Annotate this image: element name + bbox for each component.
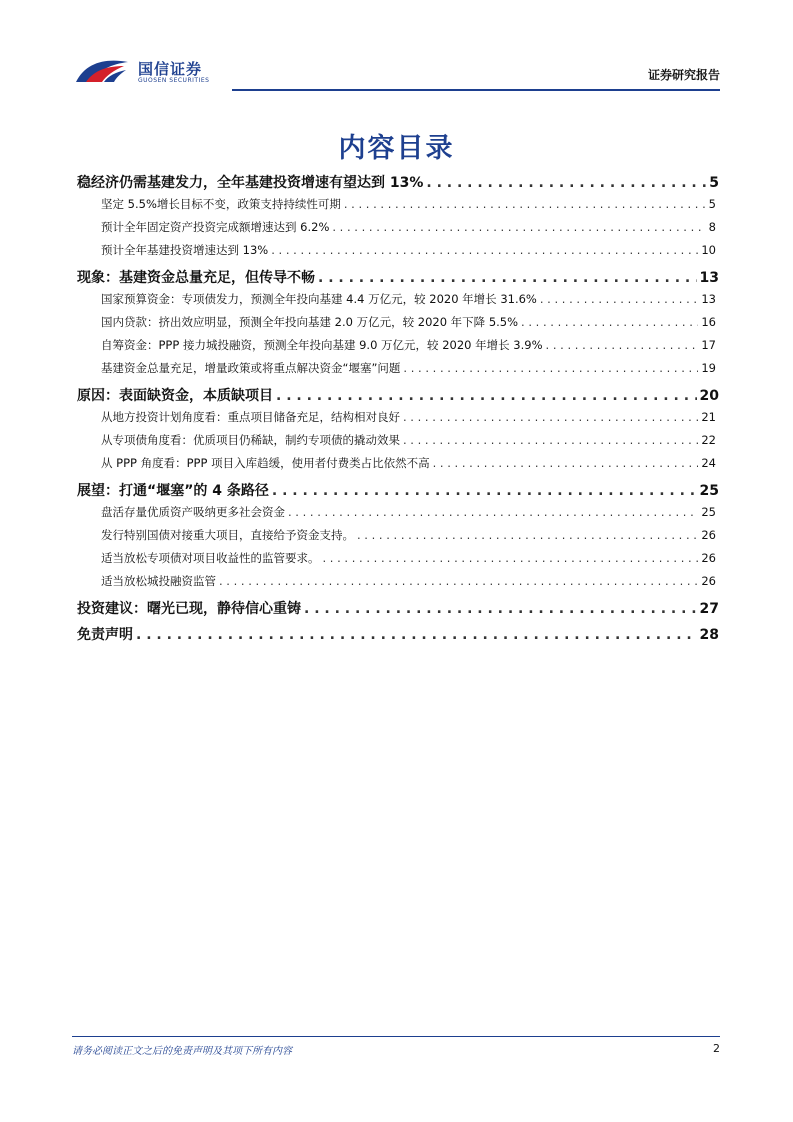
toc-entry-title: 稳经济仍需基建发力，全年基建投资增速有望达到 13%: [77, 175, 424, 191]
toc-entry-page: 13: [699, 270, 719, 286]
toc-dot-leader: [219, 574, 698, 588]
toc-dot-leader: [136, 627, 697, 643]
toc-subsection-link[interactable]: [77, 550, 719, 573]
toc-entry-page: 25: [701, 505, 716, 519]
toc-entry-title: 国内贷款：挤出效应明显，预测全年投向基建 2.0 万亿元，较 2020 年下降 5.5%: [101, 315, 519, 329]
guosen-logo-mark-icon: [72, 56, 132, 86]
toc-entry-title: 从地方投资计划角度看：重点项目储备充足，结构相对良好: [101, 410, 400, 424]
toc-subsection-link[interactable]: [77, 314, 719, 337]
toc-subsection-link[interactable]: [77, 504, 719, 527]
toc-subsection-link[interactable]: [77, 527, 719, 550]
logo-text-en: GUOSEN SECURITIES: [138, 77, 210, 84]
toc-entry-page: 20: [699, 388, 719, 404]
toc-subsection-link[interactable]: [77, 455, 719, 478]
toc-entry-page: 10: [701, 243, 716, 257]
toc-dot-leader: [357, 528, 698, 542]
toc-entry-title: 发行特别国债对接重大项目，直接给予资金支持。: [101, 528, 354, 542]
table-of-contents: [77, 170, 719, 648]
toc-entry-title: 自筹资金：PPP 接力城投融资，预测全年投向基建 9.0 万亿元，较 2020 年增长 3.9%: [101, 338, 543, 352]
toc-entry-page: 26: [701, 528, 716, 542]
toc-dot-leader: [318, 270, 697, 286]
toc-subsection-link[interactable]: [77, 242, 719, 265]
toc-entry-title: 坚定 5.5%增长目标不变，政策支持持续性可期: [101, 197, 341, 211]
toc-dot-leader: [521, 315, 698, 329]
toc-dot-leader: [540, 292, 698, 306]
toc-entry-title: 从 PPP 角度看：PPP 项目入库趋缓，使用者付费类占比依然不高: [101, 456, 430, 470]
toc-section-link[interactable]: [77, 267, 719, 291]
toc-dot-leader: [332, 220, 705, 234]
toc-entry-page: 5: [709, 175, 719, 191]
toc-entry-page: 28: [699, 627, 719, 643]
toc-entry-title: 适当放松城投融资监管: [101, 574, 216, 588]
toc-dot-leader: [276, 388, 697, 404]
toc-entry-title: 盘活存量优质资产吸纳更多社会资金: [101, 505, 285, 519]
toc-section-link[interactable]: [77, 172, 719, 196]
toc-dot-leader: [403, 433, 698, 447]
page-header: [72, 52, 720, 92]
toc-entry-title: 基建资金总量充足，增量政策或将重点解决资金“堰塞”问题: [101, 361, 401, 375]
toc-entry-page: 26: [701, 551, 716, 565]
toc-entry-page: 22: [701, 433, 716, 447]
footer-divider: [72, 1036, 720, 1037]
page-footer: [72, 1036, 720, 1057]
toc-subsection-link[interactable]: [77, 573, 719, 596]
toc-entry-page: 25: [699, 483, 719, 499]
toc-entry-title: 现象：基建资金总量充足，但传导不畅: [77, 270, 315, 286]
toc-entry-page: 26: [701, 574, 716, 588]
toc-subsection-link[interactable]: [77, 409, 719, 432]
toc-entry-page: 21: [701, 410, 716, 424]
toc-section-link[interactable]: [77, 598, 719, 622]
toc-entry-title: 预计全年固定资产投资完成额增速达到 6.2%: [101, 220, 330, 234]
toc-dot-leader: [272, 483, 697, 499]
toc-entry-title: 原因：表面缺资金，本质缺项目: [77, 388, 273, 404]
toc-dot-leader: [403, 410, 698, 424]
toc-dot-leader: [426, 175, 706, 191]
toc-dot-leader: [323, 551, 699, 565]
report-type-label: 证券研究报告: [647, 68, 720, 82]
toc-entry-title: 免责声明: [77, 627, 133, 643]
toc-dot-leader: [288, 505, 698, 519]
toc-subsection-link[interactable]: [77, 219, 719, 242]
header-divider: [232, 89, 720, 91]
toc-entry-title: 展望：打通“堰塞”的 4 条路径: [77, 483, 269, 499]
toc-subsection-link[interactable]: [77, 196, 719, 219]
guosen-logo: [72, 52, 232, 92]
toc-subsection-link[interactable]: [77, 337, 719, 360]
toc-dot-leader: [546, 338, 699, 352]
toc-dot-leader: [304, 601, 697, 617]
toc-entry-title: 投资建议：曙光已现，静待信心重铸: [77, 601, 301, 617]
toc-entry-page: 16: [701, 315, 716, 329]
toc-entry-page: 27: [699, 601, 719, 617]
disclaimer-note: 请务必阅读正文之后的免责声明及其项下所有内容: [72, 1046, 292, 1057]
toc-entry-title: 适当放松专项债对项目收益性的监管要求。: [101, 551, 320, 565]
toc-entry-page: 5: [708, 197, 716, 211]
page-number: 2: [713, 1042, 720, 1055]
toc-section-link[interactable]: [77, 624, 719, 648]
toc-dot-leader: [433, 456, 699, 470]
toc-section-link[interactable]: [77, 385, 719, 409]
toc-dot-leader: [403, 361, 698, 375]
toc-entry-page: 8: [708, 220, 716, 234]
toc-entry-page: 13: [701, 292, 716, 306]
toc-subsection-link[interactable]: [77, 291, 719, 314]
toc-entry-title: 从专项债角度看：优质项目仍稀缺，制约专项债的撬动效果: [101, 433, 400, 447]
toc-section-link[interactable]: [77, 480, 719, 504]
toc-entry-page: 17: [701, 338, 716, 352]
toc-title: 内容目录: [338, 133, 455, 164]
toc-subsection-link[interactable]: [77, 360, 719, 383]
toc-dot-leader: [271, 243, 698, 257]
toc-entry-page: 24: [701, 456, 716, 470]
toc-dot-leader: [344, 197, 706, 211]
toc-subsection-link[interactable]: [77, 432, 719, 455]
toc-entry-page: 19: [701, 361, 716, 375]
logo-text-cn: 国信证券: [138, 60, 203, 78]
toc-entry-title: 预计全年基建投资增速达到 13%: [101, 243, 269, 257]
toc-entry-title: 国家预算资金：专项债发力，预测全年投向基建 4.4 万亿元，较 2020 年增长 31.6%: [101, 292, 537, 306]
